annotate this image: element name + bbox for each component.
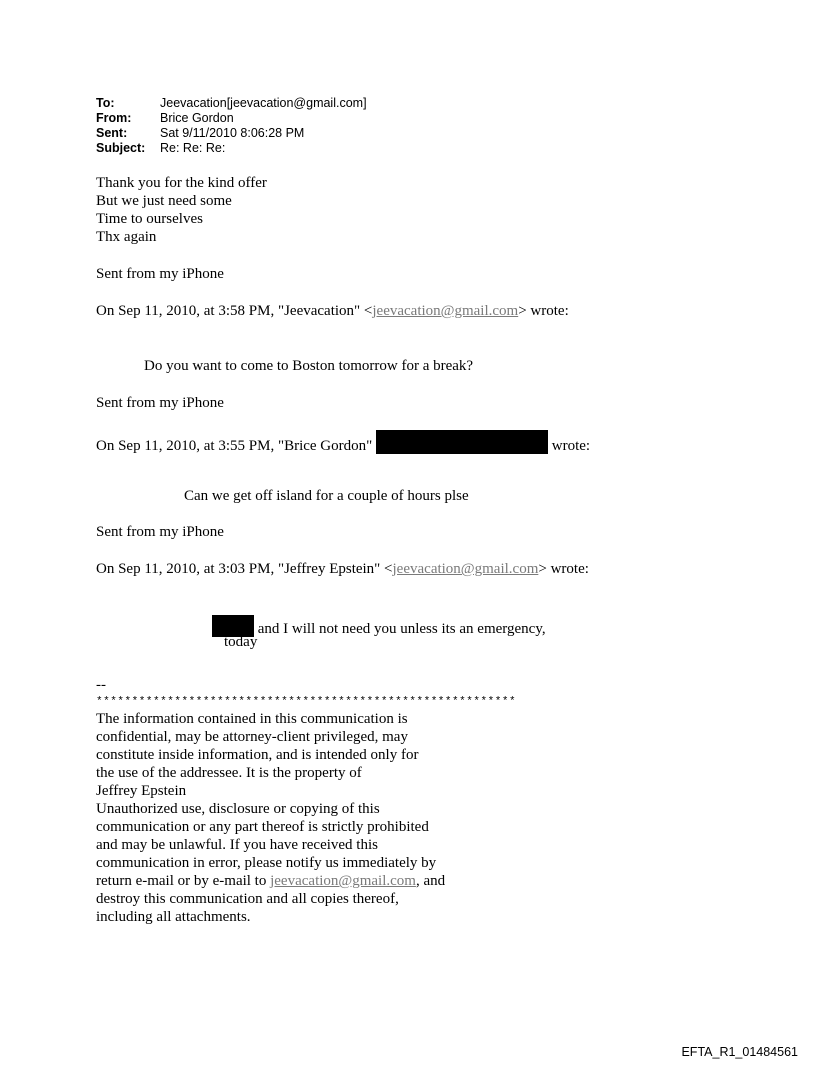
body-line: Time to ourselves xyxy=(96,211,203,227)
from-row xyxy=(96,111,367,126)
email-link[interactable]: jeevacation@gmail.com xyxy=(372,303,519,319)
from-value: Brice Gordon xyxy=(160,111,234,125)
quote-attribution xyxy=(96,560,589,578)
attribution-prefix: On Sep 11, 2010, at 3:58 PM, "Jeevacation" < xyxy=(96,303,373,319)
signature-dash: -- xyxy=(96,677,106,693)
disclaimer-line: constitute inside information, and is intended only for xyxy=(96,747,419,763)
attribution-suffix: > wrote: xyxy=(538,561,589,577)
disclaimer-line: including all attachments. xyxy=(96,909,251,925)
email-header xyxy=(96,96,367,156)
quoted-message: Do you want to come to Boston tomorrow for a break? xyxy=(144,358,474,374)
quoted-message: today xyxy=(224,634,258,650)
sent-value: Sat 9/11/2010 8:06:28 PM xyxy=(160,126,305,140)
from-label: From: xyxy=(96,111,132,125)
disclaimer-line: and may be unlawful. If you have received this xyxy=(96,837,378,853)
redaction-box xyxy=(376,430,548,454)
return-prefix: return e-mail or by e-mail to xyxy=(96,873,271,889)
disclaimer-line: communication in error, please notify us immediately by xyxy=(96,855,437,871)
quote-attribution xyxy=(96,302,569,320)
disclaimer-line: The information contained in this communication is xyxy=(96,711,408,727)
body-line: But we just need some xyxy=(96,193,232,209)
disclaimer-line: Unauthorized use, disclosure or copying of this xyxy=(96,801,380,817)
divider-stars: *********************************************************** xyxy=(96,696,517,708)
sent-from-iphone: Sent from my iPhone xyxy=(96,266,224,282)
disclaimer-line: Jeffrey Epstein xyxy=(96,783,187,799)
to-value: Jeevacation[jeevacation@gmail.com] xyxy=(160,96,367,110)
disclaimer-line: destroy this communication and all copies thereof, xyxy=(96,891,399,907)
disclaimer-line: communication or any part thereof is strictly prohibited xyxy=(96,819,429,835)
body-line: Thx again xyxy=(96,229,157,245)
subject-value: Re: Re: Re: xyxy=(160,141,226,155)
disclaimer-line: confidential, may be attorney-client privileged, may xyxy=(96,729,408,745)
disclaimer-line: the use of the addressee. It is the property of xyxy=(96,765,362,781)
disclaimer xyxy=(96,676,516,926)
attribution-suffix: wrote: xyxy=(548,438,591,454)
sent-row xyxy=(96,126,367,141)
email-link[interactable]: jeevacation@gmail.com xyxy=(392,561,539,577)
quote-attribution xyxy=(96,430,590,455)
attribution-prefix: On Sep 11, 2010, at 3:03 PM, "Jeffrey Epstein" < xyxy=(96,561,393,577)
subject-row xyxy=(96,141,367,156)
body-line: Thank you for the kind offer xyxy=(96,175,267,191)
to-row xyxy=(96,96,367,111)
document-id: EFTA_R1_01484561 xyxy=(681,1045,798,1059)
quoted-message-text: and I will not need you unless its an emergency, xyxy=(254,621,546,637)
sent-label: Sent: xyxy=(96,126,128,140)
to-label: To: xyxy=(96,96,115,110)
email-link[interactable]: jeevacation@gmail.com xyxy=(270,873,416,889)
disclaimer-line xyxy=(96,872,516,890)
quoted-message xyxy=(212,615,546,638)
attribution-prefix: On Sep 11, 2010, at 3:55 PM, "Brice Gordon" xyxy=(96,438,377,454)
attribution-suffix: > wrote: xyxy=(518,303,569,319)
sent-from-iphone: Sent from my iPhone xyxy=(96,524,224,540)
return-suffix: , and xyxy=(415,873,446,889)
subject-label: Subject: xyxy=(96,141,146,155)
sent-from-iphone: Sent from my iPhone xyxy=(96,395,224,411)
quoted-message: Can we get off island for a couple of hours plse xyxy=(184,488,469,504)
